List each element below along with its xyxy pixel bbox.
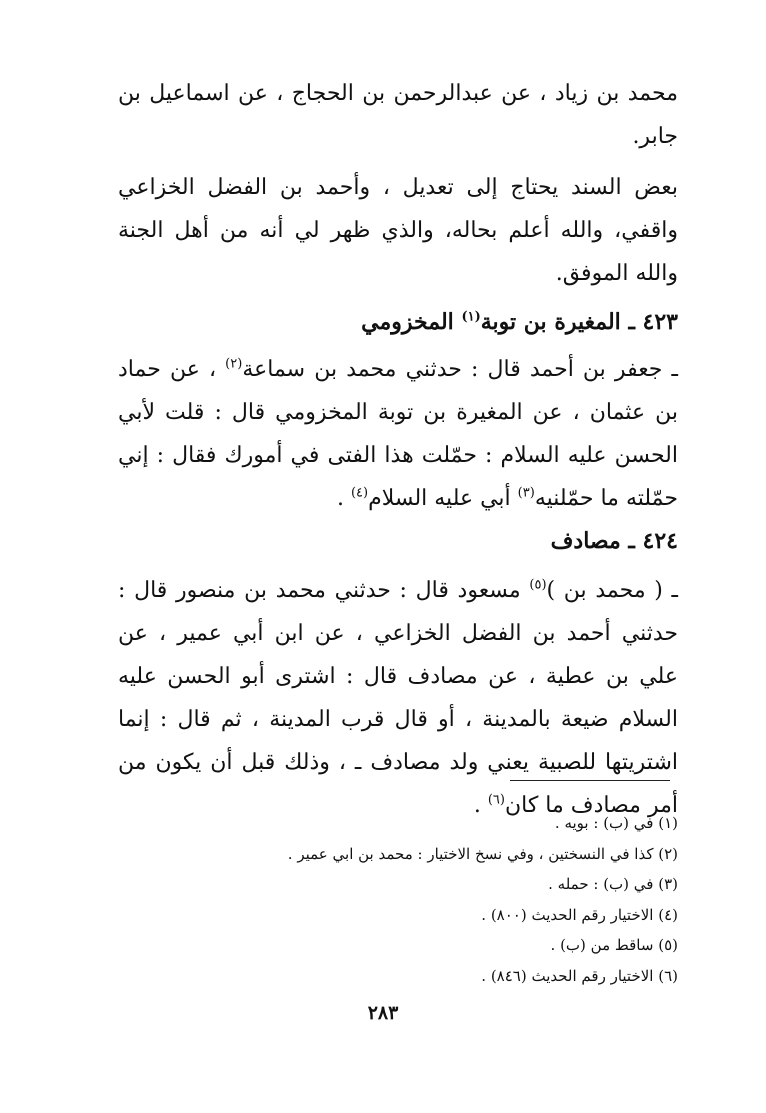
main-text-column [118,72,678,827]
entry-423-heading [118,301,678,344]
footnote-separator [510,780,670,781]
entry-423-text-c: أبي عليه السلام [368,486,518,511]
footnote-item: (٦) الاختيار رقم الحديث (٨٤٦) . [481,966,678,985]
footnotes [118,808,678,991]
footnote-ref-6: (٦) [487,792,505,808]
footnote-item: (٣) في (ب) : حمله . [548,875,678,893]
footnote-item: (٤) الاختيار رقم الحديث (٨٠٠) . [481,905,678,924]
entry-423-heading-tail: المخزومي [361,309,462,335]
entry-423-text-b: ، عن حماد بن عثمان ، عن المغيرة بن توبة المخزومي قال : قلت لأبي الحسن عليه السلام : حمّلت هذا الفتى في أمورك فقال : إني حمّلته ما حمّلنيه [118,357,678,511]
entry-424-text-a: ـ ( محمد بن ) [546,578,678,603]
footnote-ref-5: (٥) [529,577,547,593]
entry-424-text [118,569,678,827]
entry-423-text-a: ـ جعفر بن أحمد قال : حدثني محمد بن سماعة [242,357,678,382]
footnote-ref-2: (٢) [225,356,243,372]
footnote-item: (٥) ساقط من (ب) . [550,936,678,954]
entry-423-text-d: . [336,486,351,511]
entry-424-text-b: مسعود قال : حدثني محمد بن منصور قال : حدثني أحمد بن الفضل الخزاعي ، عن ابن أبي عمير ، عن علي بن عطية ، عن مصادف قال : اشترى أبو الحسن عليه السلام ضيعة بالمدينة ، أو قال قرب المدينة ، ثم قال : إنما اشتريتها للصبية يعني ولد مصادف ـ ، وذلك قبل أن يكون من أمر مصادف ما كان [118,578,678,818]
footnote-ref-3: (٣) [517,485,535,501]
entry-423-text [118,348,678,520]
page-number: ٢٨٣ [367,1002,399,1024]
entry-424-heading: ٤٢٤ ـ مصادف [550,528,678,554]
entry-424-text-c: . [473,793,488,818]
footnote-ref-4: (٤) [350,485,369,501]
footnote-item: (٢) كذا في النسختين ، وفي نسخ الاختيار : محمد بن ابي عمير . [287,844,678,863]
paragraph-chain-end: محمد بن زياد ، عن عبدالرحمن بن الحجاج ، عن اسماعيل بن جابر. [118,81,678,149]
footnote-ref-1: (١) [461,309,481,325]
footnote-item: (١) في (ب) : بويه . [554,814,678,832]
paragraph-commentary: بعض السند يحتاج إلى تعديل ، وأحمد بن الفضل الخزاعي واقفي، والله أعلم بحاله، والذي ظهر لي أنه من أهل الجنة والله الموفق. [118,175,678,286]
entry-423-heading-text: ٤٢٣ ـ المغيرة بن توبة [480,309,678,335]
